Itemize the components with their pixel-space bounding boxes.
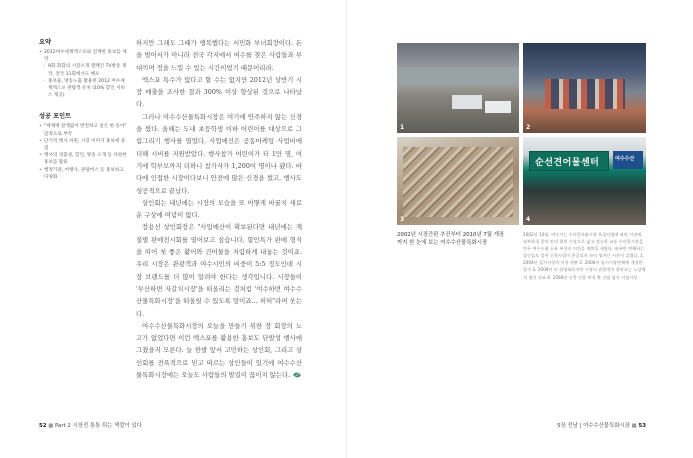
signboard-text: 여수수산 bbox=[615, 156, 635, 162]
footer-right bbox=[557, 421, 646, 429]
success-item: • 행사의 경품권, 할인, 방송 소개 등 다양한 홍보를 활용 bbox=[39, 152, 127, 166]
summary-item: • 2012여수세계엑스포와 연계한 홍보를 제작 bbox=[39, 49, 127, 63]
photo-fish-rack-shape bbox=[403, 147, 513, 217]
photo-truck-shape bbox=[452, 95, 482, 109]
footer-right-text: 5장 전남 | 여수수산물특화시장 bbox=[557, 423, 630, 429]
photo-truck-shape bbox=[485, 101, 511, 113]
body-paragraph: 하지만 그래도 그때가 행복했다는 서민화 부녀회장이다. 돈을 벌어서가 아니라 전국 각지에서 여수를 찾은 사람들과 부대끼며 정을 느낄 수 있는 시간이었기 때문이리라. bbox=[136, 39, 302, 72]
success-item: • 단기적 행사 차원, 시장 이미지 홍보에 중점 bbox=[39, 138, 127, 152]
page-number-left: 52 bbox=[39, 423, 47, 429]
summary-list bbox=[39, 49, 127, 99]
photo-signboard-secondary bbox=[613, 151, 643, 169]
photo-number: 4 bbox=[526, 216, 531, 223]
photo-market-crowd bbox=[523, 43, 646, 133]
page-gutter bbox=[346, 0, 347, 458]
body-paragraph: 상인회는 내년에는 시장의 모습을 또 어떻게 바꿀지 새로운 구상에 여념이 없다. bbox=[136, 198, 302, 220]
body-paragraph: 엑스포 특수가 없다고 할 수는 없지만 2012년 상반기 시장 매출을 조사한 결과 300% 이상 향상된 것으로 나타났다. bbox=[136, 75, 302, 109]
photo-market-building bbox=[523, 137, 646, 225]
photo-caption-main: 2002년 시장간판 추진부터 2010년 7월 개장까지 한 눈에 보는 여수수산물특화시장 bbox=[397, 232, 505, 247]
success-list bbox=[39, 123, 127, 181]
bullet-square-icon: ■ bbox=[631, 423, 637, 429]
success-heading: 성공 포인트 bbox=[39, 113, 72, 121]
summary-heading: 요약 bbox=[39, 39, 51, 46]
body-paragraph: 장용선 상인회장은 "사업예산이 확보된다면 내년에는 계절별 판매전시회를 열어보고 싶습니다. 할인특가 판매 형식을 띠어 첫 좋은 활어와 건어물을 저렴하게 내놓는 것이죠. 우리 시장은 관광객과 여수시민의 비중이 5:5 정도인데 시장 브랜드를 더 많이 알려야 한다는 생각입니다. 시장들이 '부산하면 자갈치시장'을 떠올리는 것처럼 '여수하면 여수수산물특화시장'을 떠올릴 수 있도록 말이죠... 허허"라며 웃는다. bbox=[136, 223, 302, 318]
body-paragraph-text: 여수수산물특화시장의 오늘을 만들기 위한 장 회장의 노고가 없었다면 이런 엑스포를 활용한 홍보도 단발성 행사에 그쳤을지 모른다. 늘 한발 앞서 고민하는 상인회, 그리고 상인회를 전폭적으로 믿고 따르는 상인들이 있기에 여수수산물특화시장에는 오늘도 사람들의 발길이 끊이지 않는다. bbox=[136, 321, 302, 380]
sidebar bbox=[39, 37, 127, 193]
footer-left-text: Part 2 시장전 통통 튀는 색깔이 있다 bbox=[55, 423, 142, 429]
success-item: • 행정기관, 여행사, 관광버스 등 홍보하고 다양화 bbox=[39, 167, 127, 181]
article-body bbox=[136, 37, 302, 381]
photo-number: 1 bbox=[400, 124, 405, 131]
body-paragraph: 그러나 여수수산물특화시장은 여기에 안주하지 않는 신경을 썼다. 올해는 도내 초등학생 이하 어린이를 대상으로 그림그리기 행사를 열었다. 사업에선은 공동마케팅 사업비에 더해 시비를 지원받았다. 행사참가 어린이가 터 1만 명, 여기에 학부모까지 더하니 참가자가 1,200여 명이나 됐다. 바다에 인접한 시장이다보니 안전에 많은 신경을 썼고, 행사도 성공적으로 끝났다. bbox=[136, 112, 302, 195]
page-number-right: 53 bbox=[638, 423, 646, 429]
photo-number: 3 bbox=[400, 216, 405, 223]
photo-market-aerial bbox=[397, 43, 519, 133]
success-item: • "세계에 관계없이 반전하고 싶은 한 동아" 감정으로 부각 bbox=[39, 123, 127, 137]
body-paragraph bbox=[136, 320, 302, 381]
bullet-square-icon: ■ bbox=[48, 423, 54, 429]
summary-item: - 홍보물, 방송노출 활용한 2012 여수세계엑스포 관람객 유치 (10% 할인 서비스 제공) bbox=[39, 78, 127, 100]
photo-dried-fish bbox=[397, 137, 519, 225]
footer-left bbox=[39, 421, 142, 429]
photo-number: 2 bbox=[526, 124, 531, 131]
summary-item: - 9회 화합의 시장소개 캠페인 TV방송 제작, 전국 11회에서도 배포 bbox=[39, 63, 127, 77]
leaf-icon bbox=[293, 372, 301, 378]
photo-caption-detail: 2002년 10월, 여수시는 수산물특화시장 육성사업에 따라 시장에 외부환경 좋아 안의 위치 시장으로 넓고 정소한 교통 수산물시장을 만든 여수수협 소유 부지로 이전을 계획을 세웠다. 외부만 변해하는 상인들도 일어 신축사업이 준공되자 자이 생겨난 시간이 걸렸다. 1. 2004년 임시시장의 시장 현판 2. 2006년 임시시장단체에 개장한 상가 3. 2009년 비 위생화되지만 시장이 관광객이 찾아오는 노상에서 생선 건조 4. 2008년 신축 건물 부지 완 건립 임시 거점시장 bbox=[523, 232, 646, 280]
photo-crowd-shape bbox=[545, 79, 625, 109]
signboard-text: 순선견어물센터 bbox=[535, 158, 600, 168]
photo-signboard bbox=[529, 151, 609, 171]
photo-roof-shape bbox=[397, 67, 519, 85]
